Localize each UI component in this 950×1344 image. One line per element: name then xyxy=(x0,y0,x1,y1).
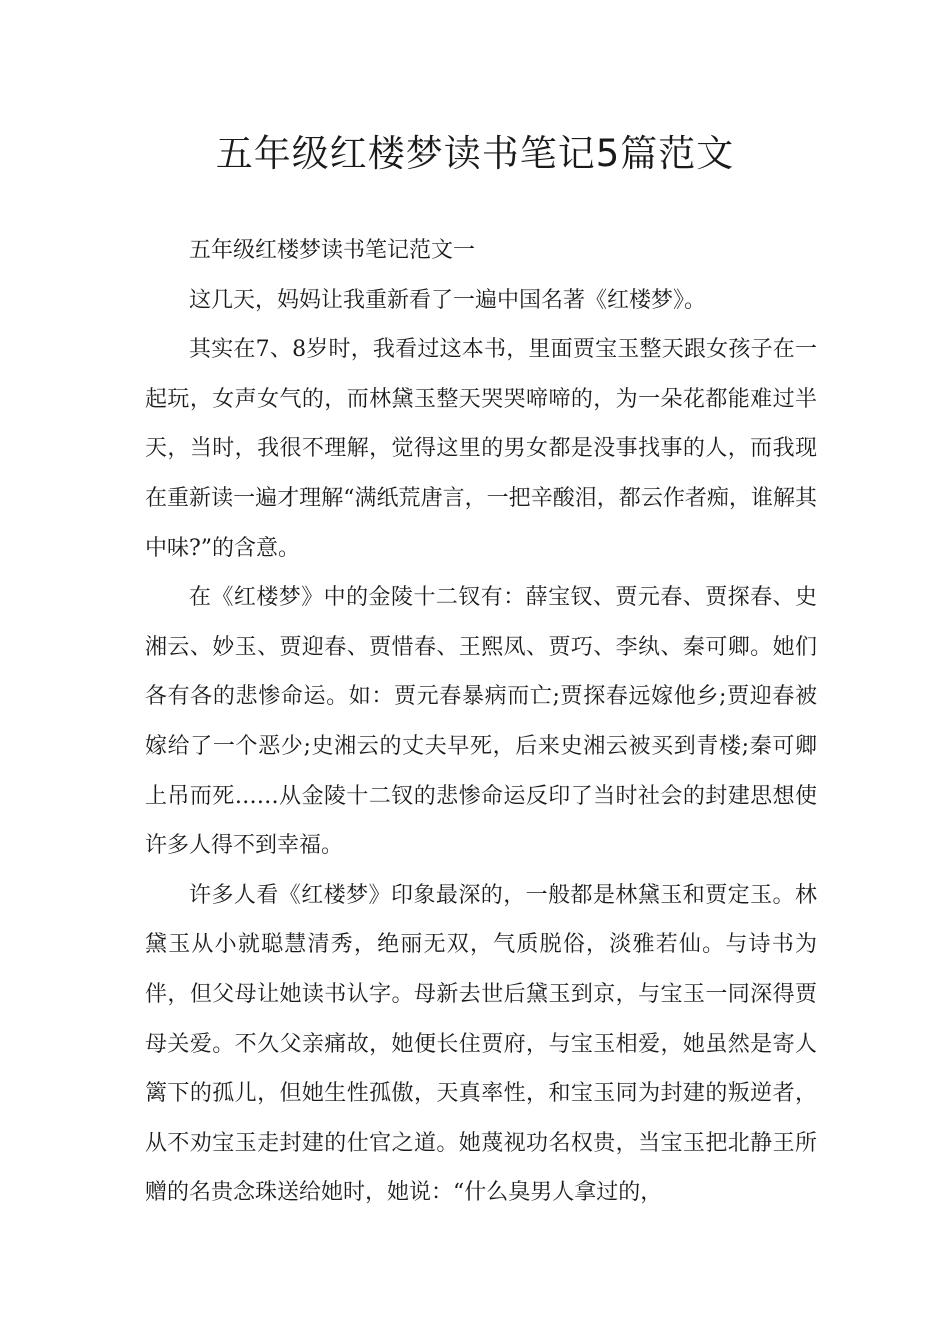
section-heading: 五年级红楼梦读书笔记范文一 xyxy=(189,238,476,263)
paragraph: 这几天，妈妈让我重新看了一遍中国名著《红楼梦》。 xyxy=(189,287,707,313)
paragraph: 其实在7、8岁时，我看过这本书，里面贾宝玉整天跟女孩子在一起玩，女声女气的，而林黛玉整天哭哭啼啼的，为一朵花都能难过半天，当时，我很不理解，觉得这里的男女都是没事找事的人，而我现在重新读一遍才理解“满纸荒唐言，一把辛酸泪，都云作者痴，谁解其中味?”的含意。 xyxy=(145,337,817,561)
document-body xyxy=(145,226,817,1218)
paragraph: 在《红楼梦》中的金陵十二钗有：薛宝钗、贾元春、贾探春、史湘云、妙玉、贾迎春、贾惜春、王熙凤、贾巧、李纨、秦可卿。她们各有各的悲惨命运。如：贾元春暴病而亡;贾探春远嫁他乡;贾迎春被嫁给了一个恶少;史湘云的丈夫早死，后来史湘云被买到青楼;秦可卿上吊而死……从金陵十二钗的悲惨命运反印了当时社会的封建思想使许多人得不到幸福。 xyxy=(145,585,817,859)
paragraph: 许多人看《红楼梦》印象最深的，一般都是林黛玉和贾定玉。林黛玉从小就聪慧清秀，绝丽无双，气质脱俗，淡雅若仙。与诗书为伴，但父母让她读书认字。母新去世后黛玉到京，与宝玉一同深得贾母关爱。不久父亲痛故，她便长住贾府，与宝玉相爱，她虽然是寄人篱下的孤儿，但她生性孤傲，天真率性，和宝玉同为封建的叛逆者，从不劝宝玉走封建的仕官之道。她蔑视功名权贵，当宝玉把北静王所赠的名贵念珠送给她时，她说：“什么臭男人拿过的， xyxy=(145,882,817,1206)
document-title: 五年级红楼梦读书笔记5篇范文 xyxy=(215,132,735,175)
